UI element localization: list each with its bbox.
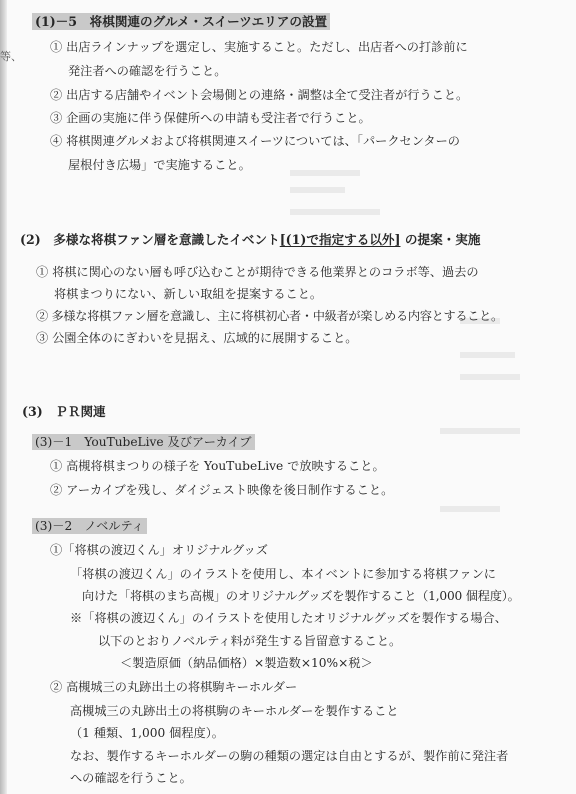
note-continuation: 以下のとおりノベルティ料が発生する旨留意すること。 [98, 634, 402, 648]
list-item: ② 高槻城三の丸跡出土の将棋駒キーホルダー [50, 680, 298, 694]
subsection-1-5-title: (1)－5 将棋関連のグルメ・スイーツエリアの設置 [32, 13, 330, 30]
list-item: ①「将棋の渡辺くん」オリジナルグッズ [50, 543, 268, 557]
subsection-3-2-heading [32, 517, 147, 535]
section-2-heading: (2) 多様な将棋ファン層を意識したイベント[(1)で指定する以外] の提案・実施 [20, 232, 481, 247]
list-item: ① 高槻将棋まつりの様子を YouTubeLive で放映すること。 [50, 459, 385, 473]
paragraph-line: なお、製作するキーホルダーの駒の種類の選定は自由とするが、製作前に発注者 [70, 749, 509, 763]
subsection-3-1-heading [32, 433, 255, 451]
list-item: ① 出店ラインナップを選定し、実施すること。ただし、出店者への打診前に [50, 40, 468, 54]
paragraph-line: 向けた「将棋のまち高槻」のオリジナルグッズを製作すること（1,000 個程度）。 [82, 589, 520, 603]
list-item-continuation: 将棋まつりにない、新しい取組を提案すること。 [54, 287, 323, 301]
list-item: ② 出店する店舗やイベント会場側との連絡・調整は全て受注者が行うこと。 [50, 88, 469, 102]
list-item: ① 将棋に関心のない層も呼び込むことが期待できる他業界とのコラボ等、過去の [36, 265, 479, 279]
list-item: ② 多様な将棋ファン層を意識し、主に将棋初心者・中級者が楽しめる内容とすること。 [36, 309, 503, 323]
subsection-1-5-heading [32, 13, 330, 31]
paragraph-line: への確認を行うこと。 [70, 771, 192, 785]
note-line: ※「将棋の渡辺くん」のイラストを使用したオリジナルグッズを製作する場合、 [70, 611, 507, 625]
list-item: ③ 企画の実施に伴う保健所への申請も受注者で行うこと。 [50, 111, 371, 125]
list-item-continuation: 屋根付き広場」で実施すること。 [68, 158, 251, 172]
paragraph-line: 高槻城三の丸跡出土の将棋駒のキーホルダーを製作すること [70, 704, 399, 718]
section-2-heading-bracket: [(1)で指定する以外] [279, 232, 401, 247]
paragraph-line: （1 種類、1,000 個程度）。 [70, 726, 224, 740]
subsection-3-2-title: (3)－2 ノベルティ [32, 518, 147, 534]
list-item: ② アーカイブを残し、ダイジェスト映像を後日制作すること。 [50, 483, 394, 497]
formula-line: ＜製造原価（納品価格）×製造数×10%×税＞ [120, 656, 373, 670]
paragraph-line: 「将棋の渡辺くん」のイラストを使用し、本イベントに参加する将棋ファンに [70, 567, 496, 581]
cut-off-text: 等、 [0, 50, 22, 63]
section-3-heading: (3) ＰＲ関連 [22, 404, 106, 419]
subsection-3-1-title: (3)－1 YouTubeLive 及びアーカイブ [32, 434, 255, 450]
list-item: ④ 将棋関連グルメおよび将棋関連スイーツについては、「パークセンターの [50, 134, 460, 148]
list-item-continuation: 発注者への確認を行うこと。 [68, 64, 227, 78]
list-item: ③ 公園全体のにぎわいを見据え、広域的に展開すること。 [36, 331, 358, 345]
